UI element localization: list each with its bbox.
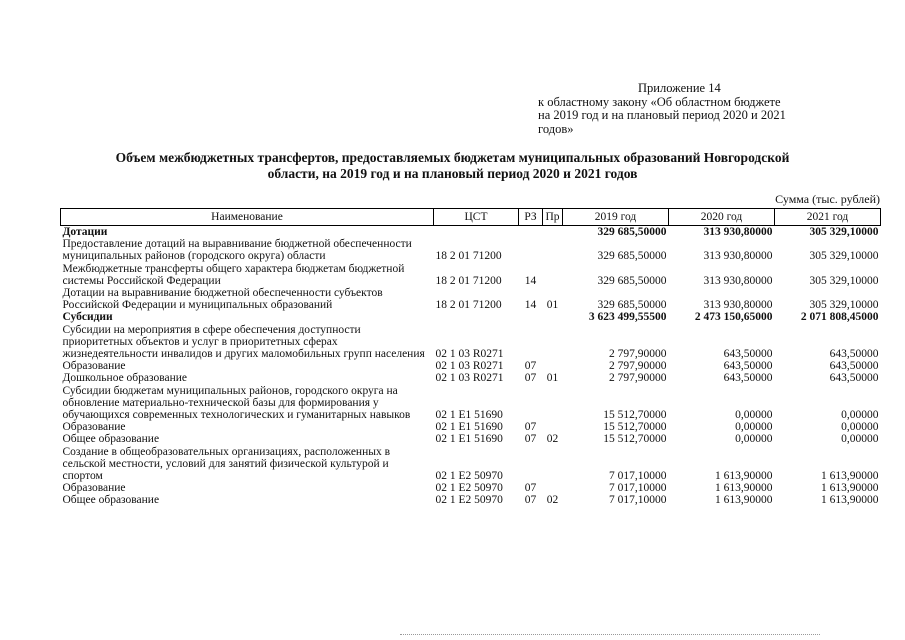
row-rz: 07 [524,421,537,434]
row-value-2021: 0,00000 [841,409,879,422]
row-value-2019: 15 512,70000 [603,421,667,434]
row-pr: 02 [546,433,559,446]
row-rz: 07 [524,372,537,385]
header-pr: Пр [543,209,563,226]
row-name: Общее образование [62,433,160,446]
row-value-2020: 1 613,90000 [715,470,773,483]
row-value-2020: 0,00000 [735,421,773,434]
row-name: Образование [62,421,126,434]
row-cst: 02 1 E2 50970 [435,482,503,495]
row-value-2019: 3 623 499,55500 [588,311,667,324]
table-row [61,433,881,445]
row-name: Межбюджетные трансферты общего характера бюджетам бюджетной системы Российской Федерации [62,262,405,287]
row-cst: 02 1 E2 50970 [435,470,503,483]
row-value-2021: 305 329,10000 [809,299,879,312]
row-value-2020: 2 473 150,65000 [694,311,773,324]
scan-edge-divider [400,634,820,637]
row-name: Образование [62,482,126,495]
header-2020: 2020 год [669,209,775,226]
row-value-2020: 0,00000 [735,409,773,422]
row-rz: 07 [524,360,537,373]
appendix-law-line: годов» [538,121,574,136]
row-cst: 02 1 E1 51690 [435,433,503,446]
table-row [61,226,881,239]
row-cst: 18 2 01 71200 [435,274,502,287]
row-pr: 02 [546,494,559,507]
row-cst: 02 1 E1 51690 [435,409,503,422]
row-value-2019: 329 685,50000 [597,299,667,312]
row-rz [519,238,543,262]
row-value-2020: 643,50000 [723,348,773,361]
row-pr: 01 [546,372,559,385]
row-value-2019: 7 017,10000 [609,470,667,483]
table-row [61,482,881,494]
header-2019: 2019 год [563,209,669,226]
table-row [61,446,881,483]
table-row [61,360,881,372]
row-name: Образование [62,360,126,373]
row-value-2019: 7 017,10000 [609,482,667,495]
row-value-2019: 2 797,90000 [609,360,667,373]
row-rz: 07 [524,482,537,495]
row-cst: 02 1 03 R0271 [435,372,504,385]
units-note: Сумма (тыс. рублей) [775,192,880,206]
document-title-line: Объем межбюджетных трансфертов, предоставляемых бюджетам муниципальных образований Новгородской [115,150,790,165]
table-row [61,238,881,262]
table-body [61,226,881,507]
row-value-2020: 1 613,90000 [715,482,773,495]
row-value-2021: 1 613,90000 [821,494,879,507]
row-rz [519,385,543,422]
row-value-2021: 1 613,90000 [821,482,879,495]
row-pr [543,446,563,483]
row-value-2020: 643,50000 [723,360,773,373]
row-name: Общее образование [62,494,160,507]
row-cst [434,226,519,239]
row-cst: 18 2 01 71200 [435,299,502,312]
row-name: Субсидии бюджетам муниципальных районов, городского округа на обновление материально-технической базы для формирования у обучающихся современных технологических и гуманитарных навыков [62,384,411,422]
table-header-row [61,209,881,226]
row-value-2019: 2 797,90000 [609,372,667,385]
row-cst: 02 1 03 R0271 [435,360,504,373]
appendix-law-line: к областному закону «Об областном бюджете [538,94,781,109]
row-value-2020: 313 930,80000 [703,250,773,263]
appendix-law-line: на 2019 год и на плановый период 2020 и 2021 [538,108,786,122]
row-cst [434,311,519,323]
row-value-2021: 1 613,90000 [821,470,879,483]
row-cst: 02 1 E1 51690 [435,421,503,434]
row-value-2021: 305 329,10000 [809,250,879,263]
appendix-note [538,82,858,136]
appendix-number: Приложение 14 [638,81,721,95]
row-name: Субсидии [62,311,113,324]
row-cst: 18 2 01 71200 [435,250,502,263]
document-title [40,150,865,182]
row-pr [543,263,563,287]
table-row [61,311,881,323]
row-value-2019: 15 512,70000 [603,409,667,422]
row-value-2019: 329 685,50000 [597,274,667,287]
row-value-2021: 643,50000 [829,372,879,385]
row-pr [543,360,563,372]
row-name: Дотации [62,226,108,238]
row-rz: 14 [524,274,537,287]
row-rz [519,324,543,361]
row-value-2019: 15 512,70000 [603,433,667,446]
header-rz: РЗ [519,209,543,226]
row-value-2020: 313 930,80000 [703,274,773,287]
header-cst: ЦСТ [434,209,519,226]
table-row [61,494,881,506]
row-value-2020: 0,00000 [735,433,773,446]
row-name: Предоставление дотаций на выравнивание бюджетной обеспеченности муниципальных районов (городского округа) области [62,238,412,263]
table-row [61,263,881,287]
row-value-2020: 313 930,80000 [703,226,773,238]
row-pr [543,421,563,433]
row-cst: 02 1 03 R0271 [435,348,504,361]
row-value-2019: 2 797,90000 [609,348,667,361]
row-value-2021: 0,00000 [841,433,879,446]
row-rz: 07 [524,433,537,446]
row-rz [519,311,543,323]
row-name: Субсидии на мероприятия в сфере обеспечения доступности приоритетных объектов и услуг в приоритетных сферах жизнедеятельности инвалидов и других маломобильных групп населения [62,323,425,361]
row-pr [543,324,563,361]
row-value-2020: 643,50000 [723,372,773,385]
row-pr [543,311,563,323]
header-name: Наименование [61,209,434,226]
row-value-2021: 643,50000 [829,348,879,361]
row-rz: 14 [524,299,537,312]
row-pr [543,482,563,494]
row-value-2020: 1 613,90000 [715,494,773,507]
row-name: Создание в общеобразовательных организациях, расположенных в сельской местности, условий для занятий физической культурой и спортом [62,445,391,483]
row-pr [543,385,563,422]
row-rz: 07 [524,494,537,507]
table-row [61,287,881,311]
row-value-2021: 305 329,10000 [809,274,879,287]
table-row [61,324,881,361]
table-row [61,385,881,422]
row-value-2021: 643,50000 [829,360,879,373]
header-2021: 2021 год [775,209,881,226]
row-pr: 01 [546,299,559,312]
row-value-2021: 0,00000 [841,421,879,434]
row-rz [519,446,543,483]
row-value-2019: 329 685,50000 [597,250,667,263]
row-value-2020: 313 930,80000 [703,299,773,312]
row-pr [543,238,563,262]
row-pr [543,226,563,239]
table-row [61,372,881,384]
row-value-2021: 2 071 808,45000 [800,311,879,324]
row-name: Дотации на выравнивание бюджетной обеспеченности субъектов Российской Федерации и муниципальных образований [62,287,383,312]
table-row [61,421,881,433]
row-value-2019: 329 685,50000 [597,226,667,238]
row-rz [519,226,543,239]
row-value-2019: 7 017,10000 [609,494,667,507]
row-value-2021: 305 329,10000 [809,226,879,238]
row-cst: 02 1 E2 50970 [435,494,503,507]
document-title-line: области, на 2019 год и на плановый период 2020 и 2021 годов [267,166,638,181]
row-name: Дошкольное образование [62,372,188,385]
transfers-table [60,208,881,507]
